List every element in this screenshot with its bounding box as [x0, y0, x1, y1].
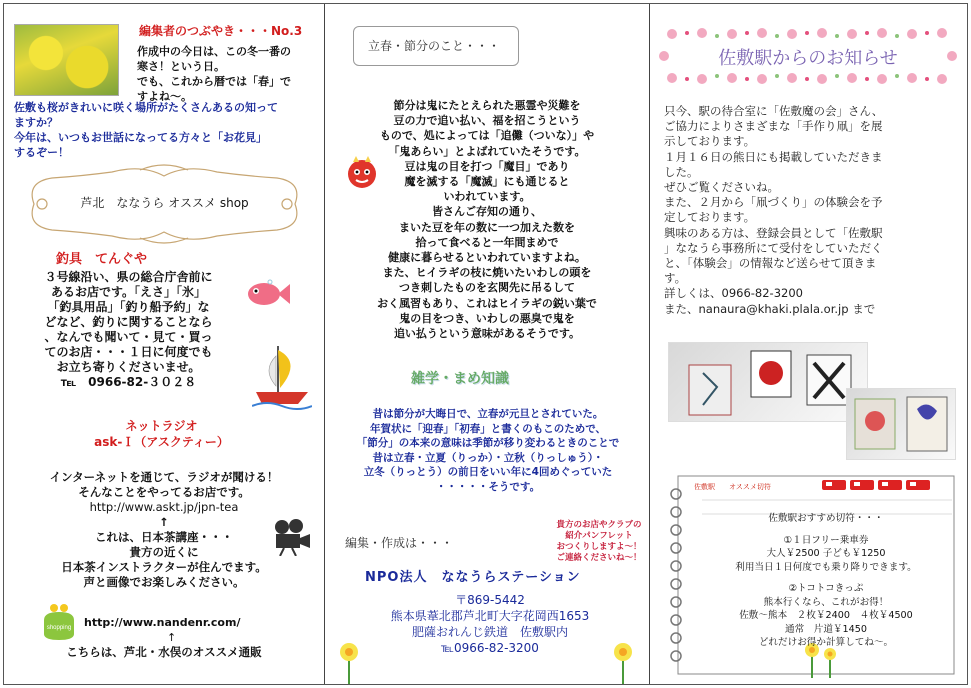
text-line: 立冬（りっとう）の前日をいい年に4回めぐっていた	[363, 466, 613, 478]
station-location: 肥薩おれんじ鉄道 佐敷駅内	[411, 625, 568, 639]
text-line: 鬼の目をつき、いわしの悪臭で鬼を	[399, 311, 575, 325]
ticket-price: 通常 片道￥1450	[785, 623, 867, 635]
postal-code: 〒869-5442	[455, 593, 525, 607]
street-address: 熊本県葦北郡芦北町大字花岡西1653	[390, 609, 590, 623]
text-line: 日本茶インストラクターが住んでます。	[61, 560, 267, 574]
kite-exhibit-illustration	[847, 389, 957, 461]
text-line: つき刺したものを玄関先に吊るして	[399, 281, 575, 295]
net-radio-description	[14, 470, 314, 590]
contact-email-link[interactable]: また、nanaura@khaki.plala.or.jp まで	[664, 301, 876, 316]
text-line: すよね～。	[137, 90, 192, 103]
editor-tweet-title: 編集者のつぶやき・・・No.3	[139, 24, 303, 38]
up-arrow-icon: ↑	[159, 515, 169, 529]
text-line: するぞー！	[14, 146, 69, 159]
text-line: 年賀状に「迎春」「初春」と書くのもこのためで、	[369, 422, 607, 435]
text-line: 佐敷も桜がきれいに咲く場所がたくさんあるの知って	[14, 101, 278, 114]
newsletter-page	[3, 3, 968, 685]
text-line: おつくりしますよ～！	[556, 542, 642, 552]
text-line: 作成中の今日は、この冬一番の	[137, 45, 291, 58]
text-line: 節分は鬼にたとえられた悪霊や災難を	[393, 99, 581, 112]
text-line: 昔は立春・立夏（りっか）・立秋（りっしゅう）・	[372, 451, 604, 464]
rapeseed-flowers-photo	[14, 24, 119, 96]
ticket-panel-header: 佐敷駅 オススメ切符	[694, 483, 771, 491]
net-radio-subheading: ask-Ｉ（アスクティー）	[94, 435, 229, 449]
text-line: 紹介パンフレット	[565, 531, 633, 541]
text-line: インターネットを通じて、ラジオが聞ける！	[49, 470, 279, 484]
text-line: 「鬼あらい」とよばれていたそうです。	[388, 144, 586, 158]
text-line: ３号線沿い、県の総合庁舎前に	[44, 270, 213, 284]
text-line: 追い払うという意味があるそうです。	[393, 327, 581, 341]
text-line: あるお店です。「えさ」「氷」	[50, 285, 207, 299]
setsubun-article	[347, 98, 627, 341]
right-column	[649, 4, 967, 684]
sailboat-icon	[252, 342, 312, 410]
recommended-shop-title: 芦北 ななうら オススメ shop	[80, 196, 249, 210]
text-line: てのお店・・・１日に何度でも	[44, 345, 213, 359]
text-line: そんなことをやってるお店です。	[78, 485, 250, 499]
middle-column	[324, 4, 648, 684]
up-arrow-icon: ↑	[167, 631, 177, 644]
text-line: 拾って食べると一年間まめで	[415, 235, 559, 249]
trivia-title: 雑学・まめ知識	[411, 371, 509, 387]
contact-phone: 詳しくは、0966-82-3200	[664, 286, 803, 301]
station-notice-body	[664, 104, 960, 317]
tenguya-description	[16, 270, 241, 390]
movie-camera-icon	[272, 518, 312, 556]
text-line: した。	[664, 164, 699, 179]
recommended-tickets	[698, 512, 954, 650]
text-line: 豆の力で追い払い、福を招こうという	[393, 114, 581, 128]
nandenr-url-link[interactable]: http://www.nandenr.com/	[84, 616, 241, 629]
tenguya-title: 釣具 てんぐや	[56, 252, 148, 267]
text-line: 定しております。	[664, 210, 756, 225]
text-line: おく風習もあり、これはヒイラギの鋭い葉で	[377, 296, 597, 310]
net-radio-heading: ネットラジオ	[125, 419, 198, 433]
text-line: 声と画像でお楽しみください。	[83, 575, 245, 589]
text-line: 興味のある方は、登録会員として「佐敷駅	[664, 225, 883, 240]
text-line: でも、これから暦では「春」で	[137, 75, 291, 88]
purse-label: shopping	[46, 625, 72, 631]
text-line: どれだけお得か計算してね～。	[758, 637, 894, 648]
text-line: 「釣具用品」「釣り船予約」な	[47, 300, 210, 314]
text-line: す。	[664, 271, 687, 286]
text-line: 昔は節分が大晦日で、立春が元旦とされていた。	[372, 408, 604, 420]
editor-tweet-body	[137, 44, 313, 104]
station-notice-title: 佐敷駅からのお知らせ	[718, 48, 898, 69]
text-line: 皆さんご存知の通り、	[432, 205, 542, 219]
text-line: ぜひご覧くださいね。	[664, 180, 779, 195]
editor-label: 編集・作成は・・・	[345, 536, 454, 550]
risshun-title-box: 立春・節分のこと・・・	[353, 26, 519, 66]
ticket-name: ①１日フリー乗車券	[783, 534, 869, 546]
kite-exhibit-illustration	[669, 343, 869, 423]
daffodil-icon	[335, 640, 363, 684]
askt-url-link[interactable]: http://www.askt.jp/jpn-tea	[89, 500, 239, 514]
kite-exhibit-photo-2	[846, 388, 956, 460]
text-line: また、ヒイラギの枝に焼いたいわしの頭を	[382, 266, 592, 280]
text-line: これは、日本茶講座・・・	[95, 530, 233, 544]
ticket-price: 佐敷～熊本 ２枚￥2400 ４枚￥4500	[739, 610, 913, 621]
text-line: まいた豆を年の数に一つ加えた数を	[399, 220, 575, 234]
ticket-name: ②トコトコきっぷ	[788, 583, 864, 594]
text-line: 寒さ！という日。	[137, 60, 225, 73]
text-line: ご協力によりさまざまな「手作り凧」を展	[664, 119, 883, 134]
text-line: 示しております。	[664, 134, 756, 149]
editor-tweet-body-continued	[14, 100, 314, 160]
text-line: 魔を滅する「魔滅」にも通じると	[404, 175, 570, 189]
mail-order-text: こちらは、芦北・水俣のオススメ通販	[66, 645, 262, 659]
phone-number: ℡ 0966-82-３０２８	[60, 375, 197, 389]
ticket-price: 大人￥2500 子ども￥1250	[766, 548, 886, 559]
text-line: 利用当日１日何度でも乗り降りできます。	[735, 561, 917, 573]
text-line: 「節分」の本来の意味は季節が移り変わるときのことで	[356, 437, 620, 449]
organization-address	[345, 592, 635, 656]
text-line: 熊本行くなら、これがお得！	[763, 596, 889, 608]
trivia-article	[333, 407, 643, 494]
text-line: もので、処によっては「追儺（ついな）」や	[379, 129, 595, 143]
text-line: ご連絡くださいね～！	[556, 553, 642, 563]
text-line: 只今、駅の待合室に「佐敷魔の会」さん、	[664, 104, 884, 118]
text-line: お立ち寄りくださいませ。	[56, 360, 201, 374]
left-column	[4, 4, 322, 684]
kite-exhibit-photo	[668, 342, 868, 422]
text-line: 健康に暮らせるといわれていますよね。	[388, 251, 586, 265]
shopping-purse-icon	[41, 602, 77, 642]
text-line: 、なんでも聞いて・見て・買っ	[44, 330, 213, 344]
text-line	[698, 574, 954, 582]
organization-name: NPO法人 ななうらステーション	[365, 570, 581, 585]
text-line: また、２月から「凧づくり」の体験会を予	[664, 195, 883, 210]
text-line: 佐敷駅おすすめ切符・・・	[768, 513, 884, 524]
daffodil-icon	[609, 640, 637, 684]
text-line: 貴方のお店やクラブの	[556, 520, 642, 530]
fish-icon	[242, 276, 292, 310]
text-line: １月１６日の熊日にも掲載していただきま	[664, 149, 883, 164]
text-line	[698, 526, 954, 534]
phone-number: ℡0966-82-3200	[441, 641, 539, 655]
text-line: いわれています。	[443, 190, 531, 204]
text-line: 貴方の近くに	[129, 545, 199, 559]
net-radio-title	[14, 418, 309, 450]
text-line: ・・・・・そうです。	[435, 480, 541, 493]
text-line: 今年は、いつもお世話になってる方々と「お花見」	[14, 131, 267, 144]
text-line: 」ななうら事務所にて受付をしていただく	[664, 240, 883, 255]
text-line: ますか？	[14, 116, 58, 129]
text-line: 豆は鬼の目を打つ「魔目」であり	[404, 159, 570, 173]
text-line: どなど、釣りに関することなら	[44, 315, 213, 329]
pamphlet-promo-note	[551, 520, 647, 564]
text-line: と、「体験会」の情報など送らせて頂きま	[664, 256, 877, 271]
